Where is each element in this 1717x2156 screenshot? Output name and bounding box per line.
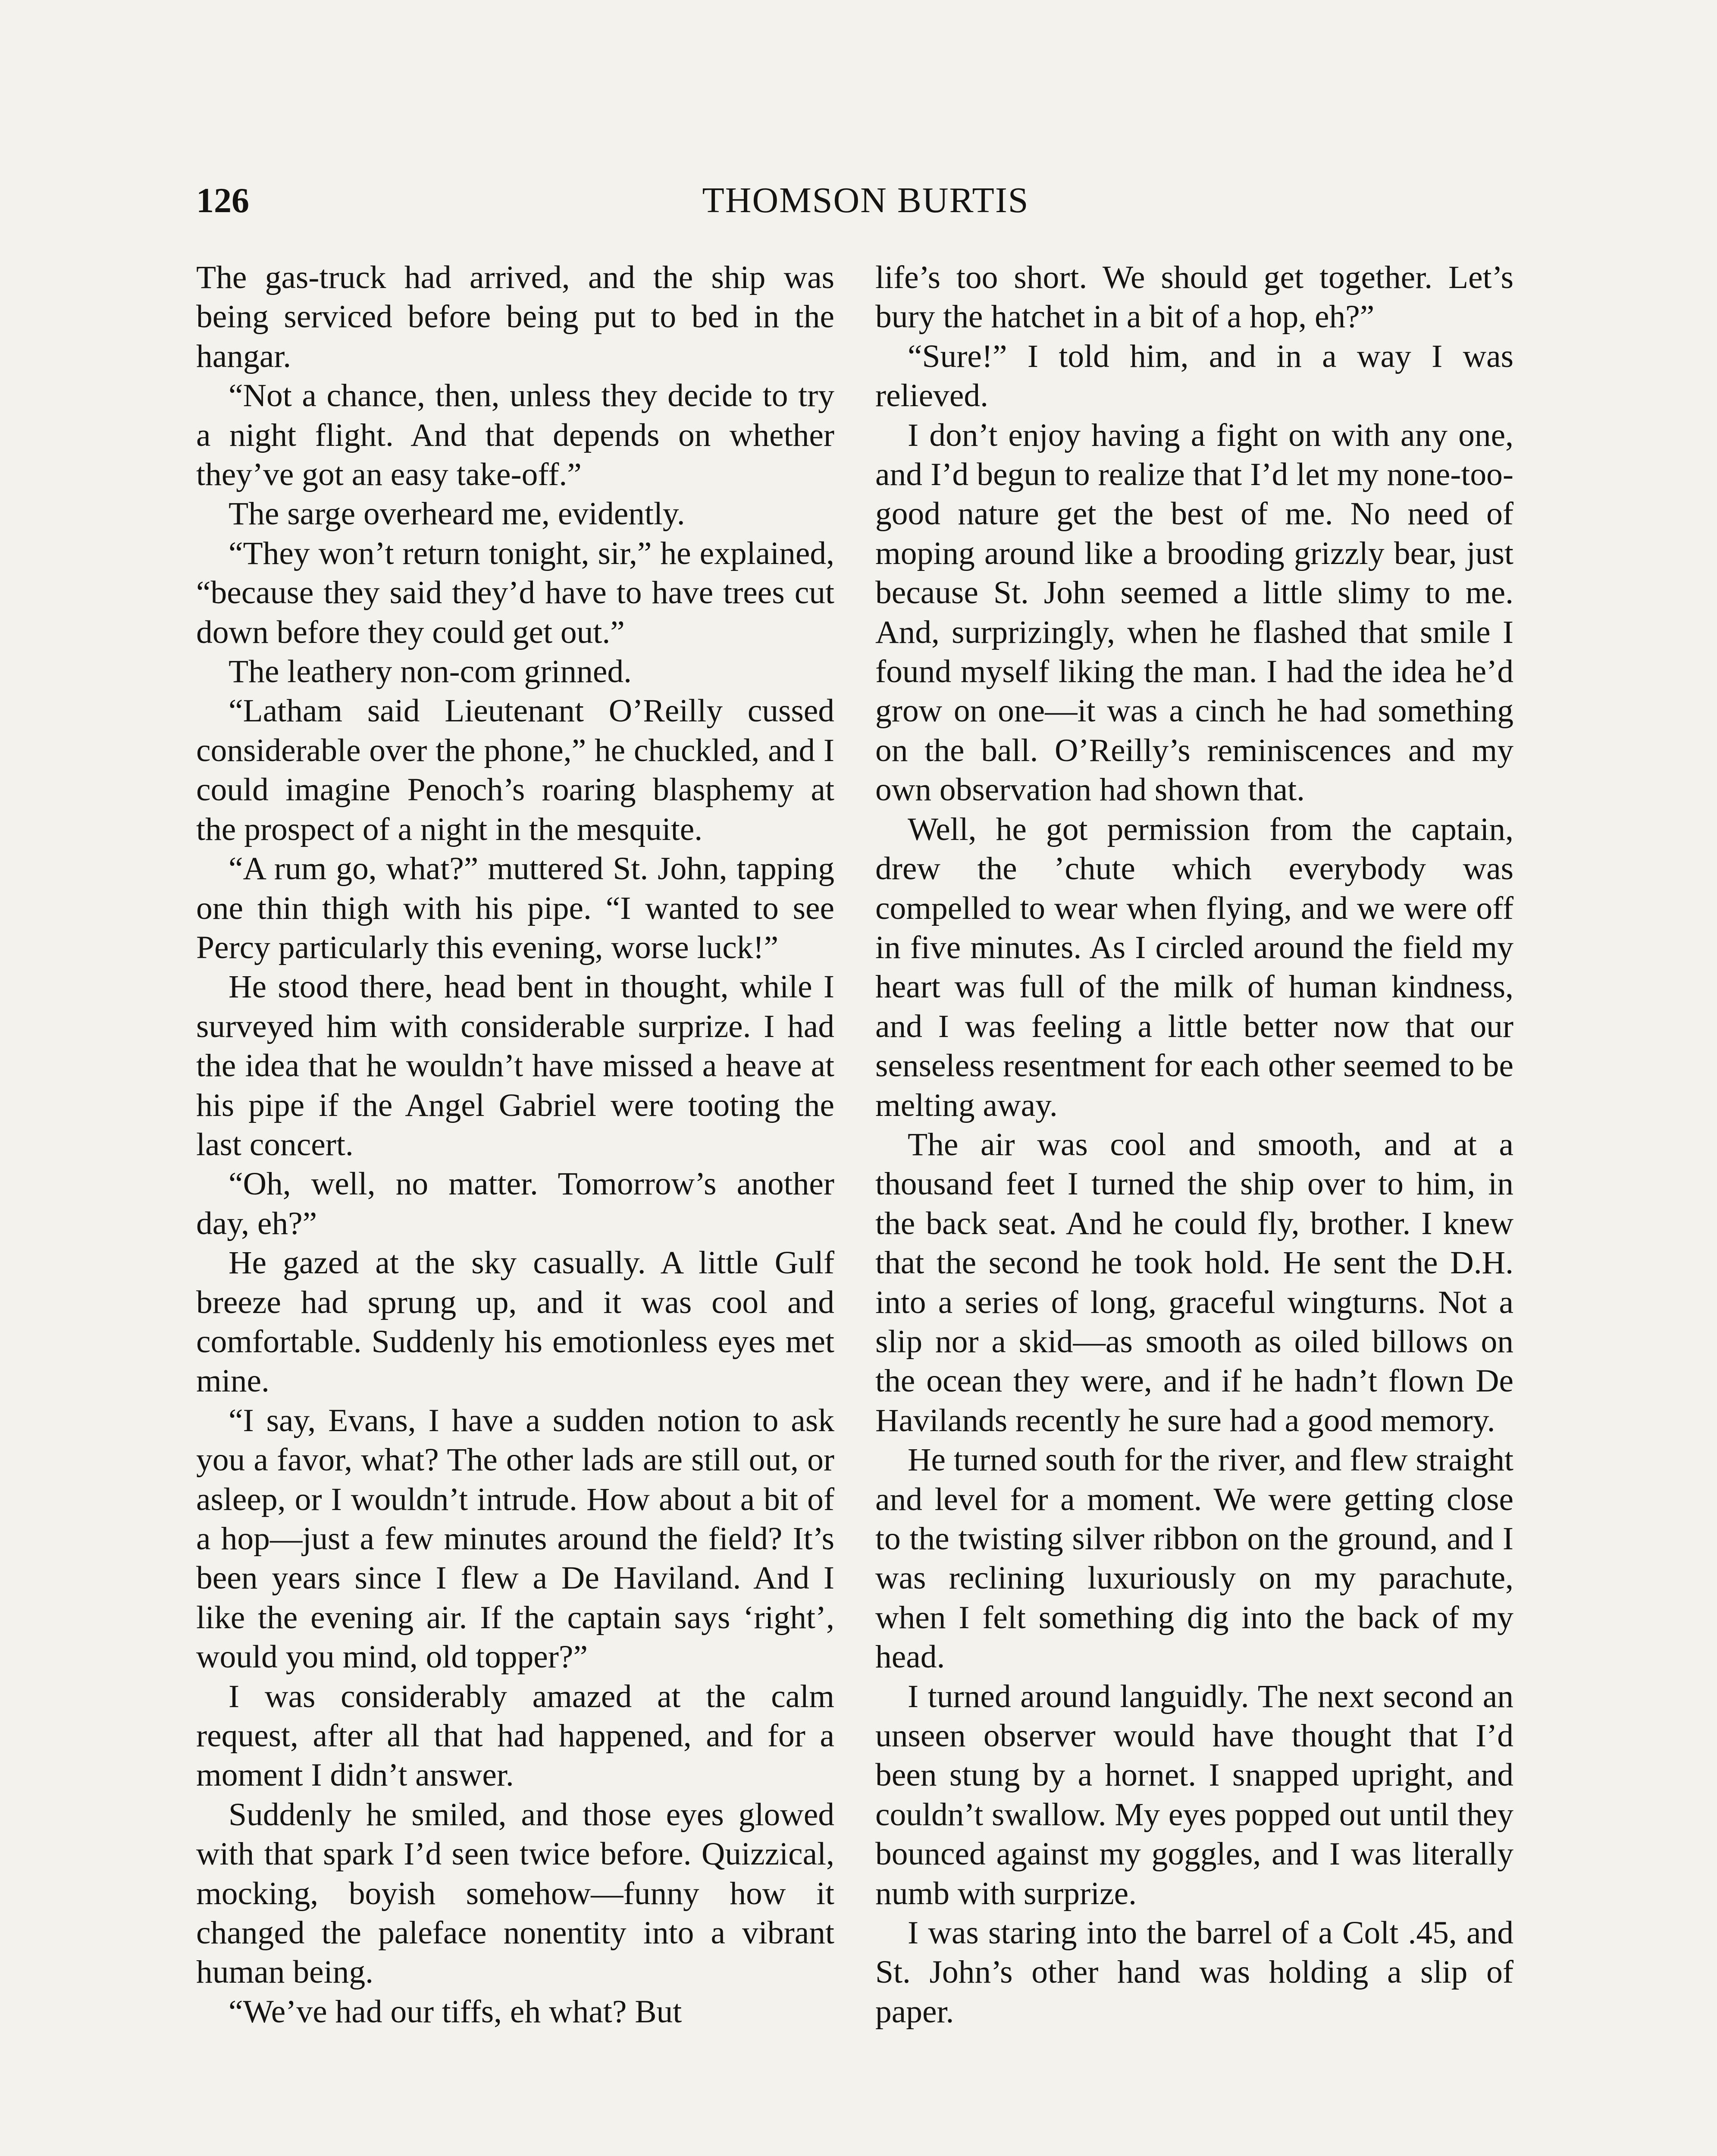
page-number: 126 — [196, 181, 249, 220]
paragraph: “Latham said Lieutenant O’Reilly cussed considerable over the phone,” he chuckled, and I could imagine Penoch’s roaring blasphemy at the prospect of a night in the mesquite. — [196, 693, 834, 847]
paragraph: I turned around languidly. The next second an unseen observer would have thought that I’d been stung by a hornet. I snapped upright, and couldn’t swallow. My eyes popped out until they bounced against my goggles, and I was literally numb with surprize. — [875, 1678, 1513, 1912]
paragraph: “Sure!” I told him, and in a way I was relieved. — [875, 338, 1513, 414]
paragraph: “We’ve had our tiffs, eh what? But — [229, 1993, 682, 2030]
paragraph: He stood there, head bent in thought, while I surveyed him with considerable surprize. I had the idea that he wouldn’t have missed a heave at his pipe if the Angel Gabriel were tooting the last concert. — [196, 969, 834, 1163]
paragraph: Suddenly he smiled, and those eyes glowed with that spark I’d seen twice before. Quizzical, mocking, boyish somehow—funny how it changed the paleface nonentity into a vibrant human being. — [196, 1796, 834, 1990]
page-header — [196, 177, 1535, 224]
paragraph: The air was cool and smooth, and at a thousand feet I turned the ship over to him, in the back seat. And he could fly, brother. I knew that the second he took hold. He sent the D.H. into a series of long, graceful wingturns. Not a slip nor a skid—as smooth as oiled billows on the ocean they were, and if he hadn’t flown De Havilands recently he sure had a good memory. — [875, 1126, 1513, 1438]
paragraph: The gas-truck had arrived, and the ship was being serviced before being put to bed in the hangar. — [196, 260, 834, 374]
paragraph: The leathery non-com grinned. — [229, 654, 632, 690]
paragraph: Well, he got permission from the captain, drew the ’chute which everybody was compelled to wear when flying, and we were off in five minutes. As I circled around the field my heart was full of the milk of human kindness, and I was feeling a little better now that our senseless resentment for each other seemed to be melting away. — [875, 811, 1513, 1123]
running-head: THOMSON BURTIS — [702, 180, 1029, 220]
paragraph: I was staring into the barrel of a Colt .45, and St. John’s other hand was holding a slip of paper. — [875, 1915, 1513, 2030]
left-column — [196, 258, 834, 2031]
paragraph: He turned south for the river, and flew straight and level for a moment. We were getting close to the twisting silver ribbon on the ground, and I was reclining luxuriously on my parachute, when I felt something dig into the back of my head. — [875, 1442, 1513, 1675]
paragraph: I was considerably amazed at the calm request, after all that had happened, and for a moment I didn’t answer. — [196, 1678, 834, 1793]
paragraph: I don’t enjoy having a fight on with any one, and I’d begun to realize that I’d let my none-too-good nature get the best of me. No need of moping around like a brooding grizzly bear, just because St. John seemed a little slimy to me. And, surprizingly, when he flashed that smile I found myself liking the man. I had the idea he’d grow on one—it was a cinch he had something on the ball. O’Reilly’s reminiscences and my own observation had shown that. — [875, 417, 1513, 808]
paragraph: “Oh, well, no matter. Tomorrow’s another day, eh?” — [196, 1166, 834, 1241]
paragraph: “They won’t return tonight, sir,” he explained, “because they said they’d have to have trees cut down before they could get out.” — [196, 535, 834, 650]
right-column — [875, 258, 1513, 2031]
paragraph: He gazed at the sky casually. A little Gulf breeze had sprung up, and it was cool and comfortable. Suddenly his emotionless eyes met mine. — [196, 1245, 834, 1399]
paragraph: “A rum go, what?” muttered St. John, tapping one thin thigh with his pipe. “I wanted to see Percy particularly this evening, worse luck!” — [196, 851, 834, 965]
paragraph: life’s too short. We should get together. Let’s bury the hatchet in a bit of a hop, eh?” — [875, 260, 1513, 335]
paragraph: The sarge overheard me, evidently. — [229, 496, 685, 532]
paragraph: “Not a chance, then, unless they decide to try a night flight. And that depends on whether they’ve got an easy take-off.” — [196, 378, 834, 493]
paragraph: “I say, Evans, I have a sudden notion to ask you a favor, what? The other lads are still out, or asleep, or I wouldn’t intrude. How about a bit of a hop—just a few minutes around the field? It’s been years since I flew a De Haviland. And I like the evening air. If the captain says ‘right’, would you mind, old topper?” — [196, 1402, 834, 1675]
